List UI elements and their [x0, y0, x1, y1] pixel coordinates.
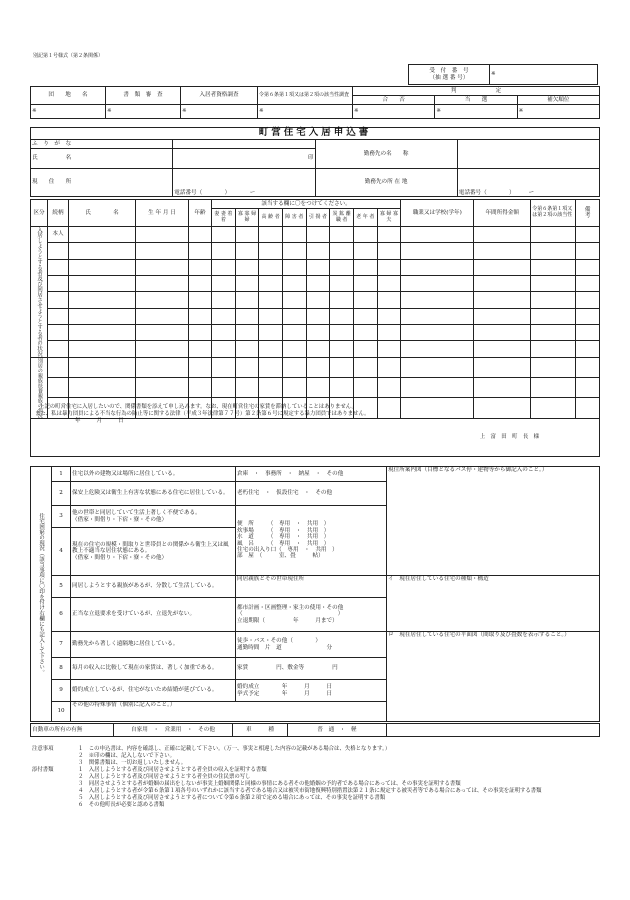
- difficulty-table: [30, 466, 600, 722]
- reception-mark: ※: [490, 65, 598, 85]
- item-text: 保安上危険又は衛生上有害な状態にある住宅に居住している。: [71, 482, 236, 506]
- date-line: 年 月 日: [75, 418, 124, 425]
- check-col: 引 揚 者: [306, 209, 330, 227]
- estate-name-header: 団 地 名: [31, 87, 106, 105]
- attachment-item: １ 入居しようとする者及び同居させようとする者全員の収入を証明する書類: [78, 767, 267, 774]
- item-no: 2: [52, 482, 71, 506]
- housing-type-box: イ 現在居住している住宅の種類・構造: [387, 576, 600, 632]
- reception-label: 受 付 番 号: [429, 68, 469, 75]
- eligibility-survey-header: 入居者資格調査: [181, 87, 258, 105]
- address-label: 現 住 所: [31, 169, 173, 197]
- relation-header: 続柄: [48, 200, 69, 227]
- vehicle-blank: [387, 724, 600, 737]
- note-item: ３ 関係書類は、一切お返しいたしません。: [78, 760, 187, 767]
- winner-header: 当 選: [435, 96, 517, 105]
- check-col: 老 年 者: [353, 209, 377, 227]
- attachment-item: ５ 入居しようとする者及び同居させようとする者について令第６条第２項で定める場合にあっては、その事実を証明する書類: [78, 795, 386, 802]
- address-field[interactable]: [173, 169, 315, 197]
- document-review-header: 書 類 審 査: [106, 87, 181, 105]
- item-text: 毎月の収入に比較して現在の家賃は、著しく加重である。: [71, 658, 236, 680]
- item-text: 他の世帯と同居していて生活上著しく不便である。 （借家・間借り・下宿・寮・その他）: [71, 506, 236, 528]
- office-header: [30, 86, 600, 119]
- name-label: 氏 名: [31, 149, 173, 169]
- check-col: 炭 鉱 離 職 者: [330, 209, 354, 227]
- office-mark: ※: [258, 105, 353, 119]
- work-phone-label: 電話番号（ ） ー: [458, 189, 535, 196]
- kubun-header: 区分: [31, 200, 48, 227]
- office-mark: ※: [181, 105, 258, 119]
- item-text: 同居しようとする親族があるが、分散して生活している。: [71, 576, 236, 598]
- item-no: 3: [52, 506, 71, 528]
- group-resident-label: 入居しようとする者及び同居させようとする者の状況: [31, 227, 48, 358]
- application-form: [30, 127, 600, 197]
- work-address-label: 勤務先の所 在 地: [315, 169, 457, 197]
- item-no: 1: [52, 467, 71, 482]
- office-mark: ※: [106, 105, 181, 119]
- item-text: 正当な立退要求を受けているが、立退先がない。: [71, 598, 236, 632]
- work-name-label: 勤務先の名 称: [315, 140, 457, 169]
- vehicle-options[interactable]: 自家用 ・ 営業用 ・ その他: [114, 724, 233, 737]
- item-text: 現在の住宅の規模・間取りと世帯員との関係から衛生上又は風教上不適当な居住状態にある。 （借家・間借り・下宿・寮・その他）: [71, 528, 236, 576]
- office-mark: ※: [517, 105, 599, 119]
- item-text: 勤務先から著しく遠隔地に居住している。: [71, 632, 236, 658]
- declaration-line-1: 上記の町営住宅に入居したいので、関係書類を添えて申し込みます。なお、現在町営住宅の家賃を滞納していることはありません。: [39, 404, 357, 410]
- work-address-field[interactable]: [457, 169, 599, 197]
- office-mark: ※: [31, 105, 106, 119]
- item-no: 10: [52, 702, 71, 722]
- item-detail-rows: 便 所 （ 専用 ・ 共用 ） 炊事場 （ 専用 ・ 共用 ） 水 道 （ 専用 ・ 共用 ） 風 呂 （ 専用 ・ 共用 ） 住宅の出入り口（ 専用 ・ 共用 ） 部 屋 （ 室、畳 帖）: [236, 506, 387, 576]
- note-item: １ この申込書は、内容を確認し、正確に記載して下さい。（万一、事実と相違した内容の記載がある場合は、失格となります。）: [78, 746, 391, 752]
- declaration-box: [30, 402, 600, 457]
- item-detail: 同居親族とその世帯現住所: [236, 576, 387, 598]
- phone-label: 電話番号（ ） ー: [174, 189, 256, 196]
- item-detail-rows: 婚約成立 年 月 日 挙式予定 年 月 日: [236, 680, 387, 702]
- item-no: 7: [52, 632, 71, 658]
- item-text: 住宅以外の建物又は場所に居住している。: [71, 467, 236, 482]
- vehicle-label: 自動車の所有の有無: [31, 724, 114, 737]
- note-item: ２ ※印の欄は、記入しないで下さい。: [78, 753, 176, 760]
- item-detail-rows: 徒歩・バス・その他（ ） 通勤時間 片 道 分: [236, 632, 387, 658]
- car-plate-options[interactable]: 普 通 ・ 軽: [288, 724, 387, 737]
- item-text: その他の特殊事情（個別に記入のこと。）: [71, 702, 387, 722]
- pass-fail-header: 合 否: [353, 96, 435, 105]
- item-no: 4: [52, 528, 71, 576]
- notes-label: 注意事項: [32, 746, 54, 752]
- declaration-line-2: また、私は暴力団員による不当な行為の防止等に関する法律（平成３年法律第７７号）第２条第６号に規定する暴力団員ではありません。: [35, 411, 370, 418]
- occupation-header: 職業又は学校(学年): [401, 200, 474, 227]
- age-header: 年齢: [189, 200, 212, 227]
- vehicle-table: [30, 723, 600, 737]
- members-table: [30, 199, 608, 419]
- seal-mark: 印: [307, 155, 314, 162]
- furigana-label: ふ り が な: [31, 140, 173, 149]
- art6-survey-header: 令第６条第１項又は第２項の該当性調査: [258, 87, 353, 105]
- map-box: 現住所案内図（目標となるバス停・建物等から御記入のこと。）: [387, 467, 600, 576]
- attachment-item: ２ 入居しようとする者及び同居させようとする者全員の住民票の写し: [78, 774, 251, 781]
- item-no: 6: [52, 598, 71, 632]
- attachment-item: ３ 同居させようとする者が婚姻の届出をしないが事実上婚姻関係と同様の事情にある者その他婚姻の予約者である場合にあっては、その事実を証明する書類: [78, 781, 461, 788]
- form-title: 町営住宅入居申込書: [31, 128, 600, 140]
- group-separate-label: 別居の親族扶養親族の状況: [31, 357, 48, 418]
- income-header: 年間所得金額: [474, 200, 531, 227]
- item-text: 婚約成立しているが、住宅がないため結婚が延びている。: [71, 680, 236, 702]
- birthdate-header: 生 年 月 日: [136, 200, 189, 227]
- form-id: 別記第１号様式（第２条関係）: [33, 53, 104, 59]
- attachment-item: ６ その他町長が必要と認める書類: [78, 802, 165, 809]
- item-no: 5: [52, 576, 71, 598]
- first-relation: 本人: [48, 227, 69, 243]
- member-name-header: 氏 名: [69, 200, 136, 227]
- item-detail: 家賃 円、敷金等 円: [236, 658, 387, 680]
- item-detail-rows: 都市計画・区画整理・家主の使用・その他 （ ） 立退期限（ 年 月まで）: [236, 598, 387, 632]
- reception-box: [408, 64, 598, 85]
- item-detail: 老朽住宅 ・ 仮設住宅 ・ その他: [236, 482, 387, 506]
- check-col: 高 齢 者: [259, 209, 283, 227]
- check-col: 障 害 者: [282, 209, 306, 227]
- notes-section: [32, 746, 598, 809]
- check-col: 妻 妻 着 着: [212, 209, 236, 227]
- name-field[interactable]: [173, 149, 315, 169]
- art6-header: 令第６条第１項又は第２項の該当性: [531, 200, 576, 227]
- judgement-header: 判 定: [353, 87, 600, 96]
- item-no: 8: [52, 658, 71, 680]
- car-type-label: 車 種: [233, 724, 288, 737]
- item-no: 9: [52, 680, 71, 702]
- item-detail: 倉庫 ・ 事務所 ・ 納屋 ・ その他: [236, 467, 387, 482]
- remarks-header: 備 考: [576, 200, 600, 227]
- check-prompt: 該当する欄に〇をつけてください。: [212, 200, 401, 209]
- furigana-field[interactable]: [173, 140, 315, 149]
- waitlist-header: 補欠順位: [517, 96, 599, 105]
- attachment-item: ４ 入居しようとする者が令第６条第１項各号のいずれかに該当する者である場合又は被災市街地復興特別措置法第２１条に規定する被災者等である場合にあっては、その事実を証明する書類: [78, 788, 542, 795]
- work-name-field[interactable]: [457, 140, 599, 169]
- check-col: 寡 寡 婦 婦: [235, 209, 259, 227]
- difficulty-side-label: 住宅困窮の現況（該当事項に〇印を付け右欄にも記入して下さい。: [31, 467, 52, 722]
- check-col: 寡 婦 寡 夫: [377, 209, 401, 227]
- attachments-label: 添付書類: [32, 767, 54, 774]
- floor-plan-box: ロ 現在居住している住宅の平面図（間取り及び畳数を表示すること。）: [387, 632, 600, 722]
- office-mark: ※: [435, 105, 517, 119]
- lottery-label: （抽 選 番 号）: [429, 74, 469, 81]
- addressee: 上 富 田 町 長 様: [479, 434, 539, 440]
- office-mark: ※: [353, 105, 435, 119]
